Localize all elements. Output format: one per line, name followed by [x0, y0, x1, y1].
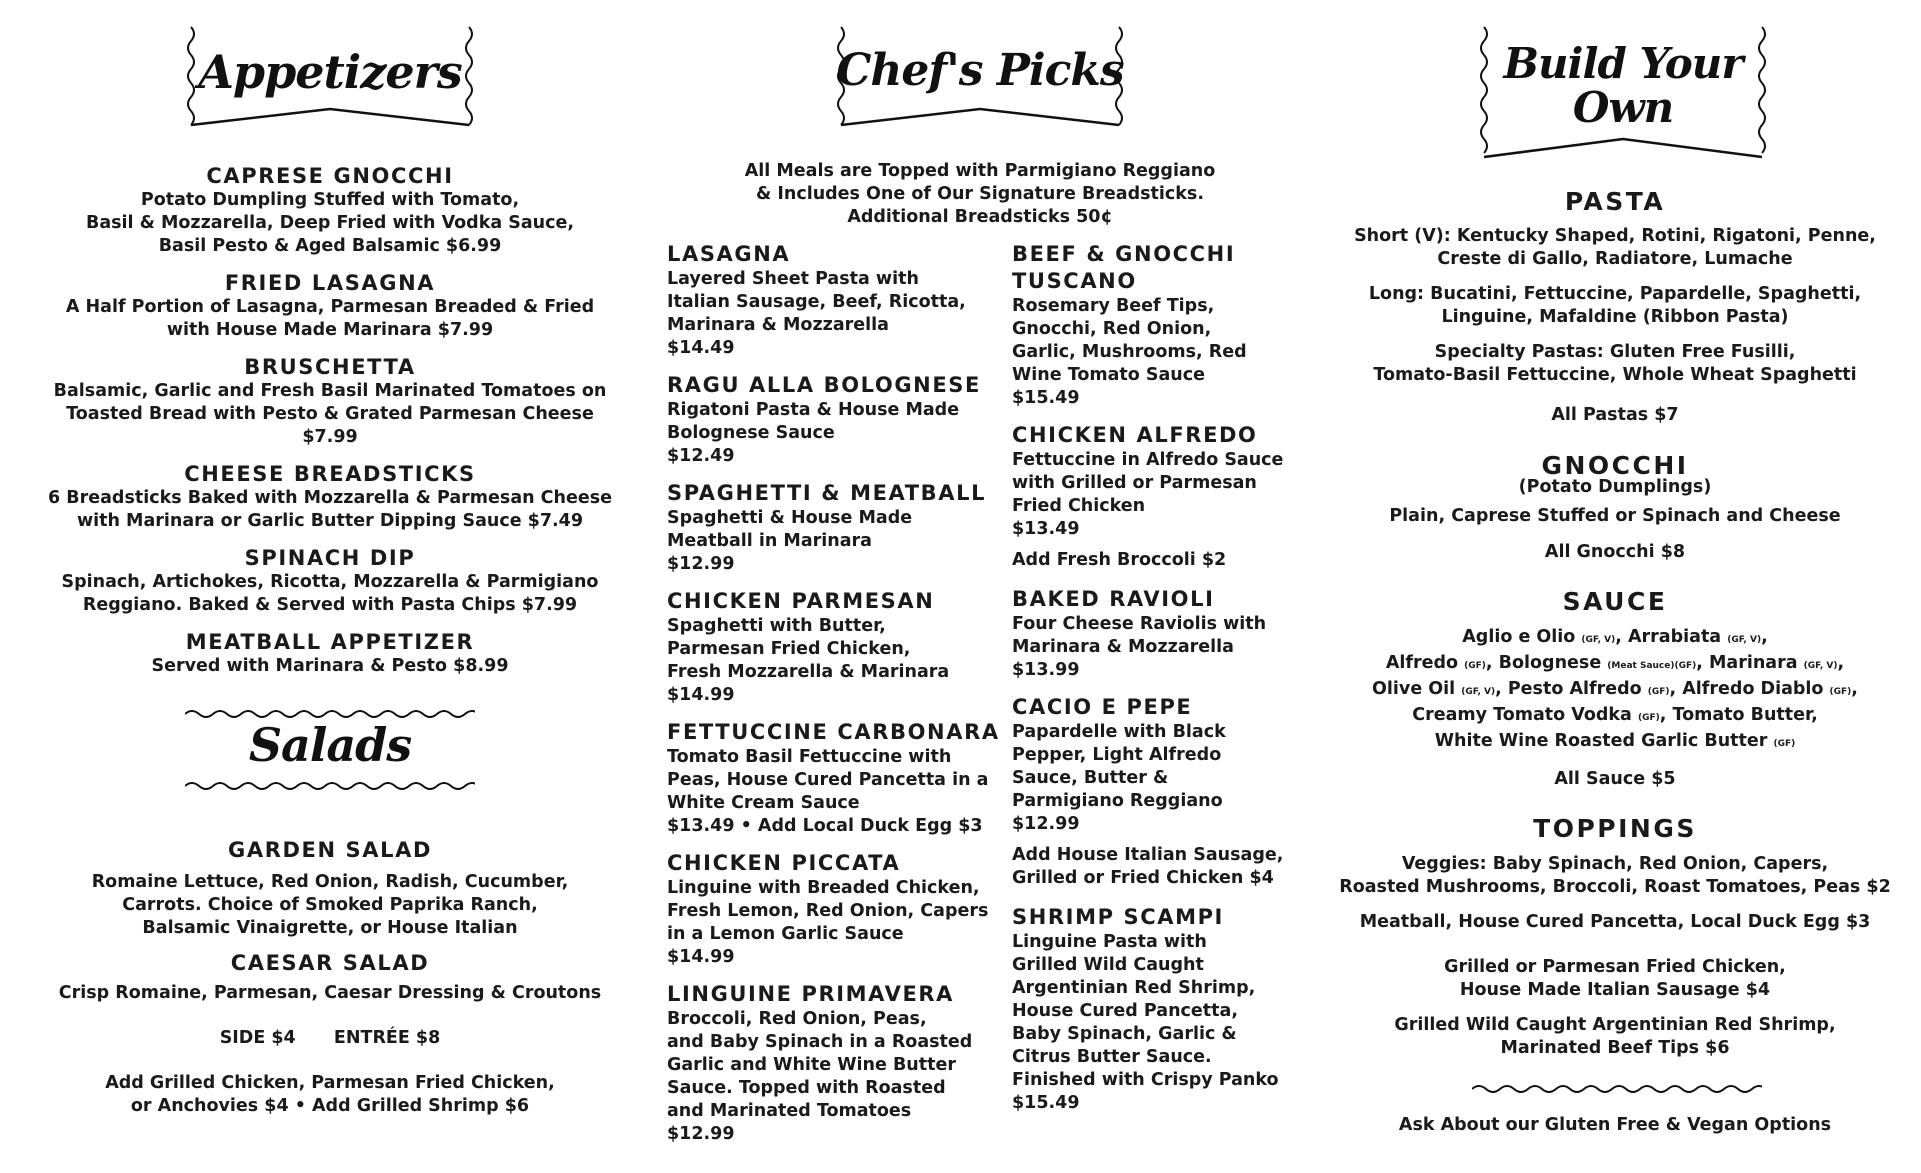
- item-desc-line: Gnocchi, Red Onion,: [1012, 319, 1212, 339]
- item-desc-line: Garlic, Mushrooms, Red: [1012, 342, 1247, 362]
- item-name: CAESAR SALAD: [230, 951, 430, 975]
- gnocchi-options: Plain, Caprese Stuffed or Spinach and Cheese: [1389, 506, 1841, 526]
- item-desc-line: Baby Spinach, Garlic &: [1012, 1024, 1237, 1044]
- entree-price: ENTRÉE $8: [333, 1028, 441, 1048]
- item-desc-line: Fresh Lemon, Red Onion, Capers: [667, 901, 989, 921]
- sauce-list: [1325, 626, 1905, 756]
- item-desc-line: Linguine Pasta with: [1012, 932, 1207, 952]
- sauce-tag: (GF): [1647, 687, 1670, 697]
- toppings-line: House Made Italian Sausage $4: [1459, 980, 1771, 1000]
- item-desc-line: Garlic and White Wine Butter: [667, 1055, 956, 1075]
- pasta-short-line: Short (V): Kentucky Shaped, Rotini, Rigatoni, Penne,: [1354, 226, 1876, 246]
- item-name: BEEF & GNOCCHI: [1012, 242, 1236, 266]
- item-price: $15.49: [1012, 1093, 1080, 1113]
- item-desc-line: Parmigiano Reggiano: [1012, 791, 1223, 811]
- item-desc-line: Papardelle with Black: [1012, 722, 1226, 742]
- salads-list: [40, 837, 620, 1118]
- pasta-specialty: [1325, 341, 1905, 387]
- sauce-line: [1325, 730, 1905, 756]
- item-name: LASAGNA: [667, 242, 791, 266]
- item-desc-line: Tomato Basil Fettuccine with: [667, 747, 952, 767]
- item-name: CHICKEN PARMESAN: [667, 589, 935, 613]
- item-desc-line: Marinara & Mozzarella: [667, 315, 889, 335]
- item-price: $12.49: [667, 446, 735, 466]
- appetizers-banner: [185, 25, 475, 135]
- sauce-text: ,: [1851, 679, 1858, 699]
- pasta-short: [1325, 225, 1905, 271]
- intro-line: All Meals are Topped with Parmigiano Reggiano: [744, 161, 1216, 181]
- item-desc-line: Rosemary Beef Tips,: [1012, 296, 1215, 316]
- item-desc-line: House Cured Pancetta,: [1012, 1001, 1238, 1021]
- menu-item: [667, 588, 1007, 707]
- pasta-title: PASTA: [1564, 187, 1666, 216]
- intro-line: & Includes One of Our Signature Breadsticks.: [756, 184, 1204, 204]
- item-desc-line: Meatball in Marinara: [667, 531, 872, 551]
- toppings-meat: Meatball, House Cured Pancetta, Local Duck Egg $3: [1359, 912, 1871, 932]
- item-desc-line: A Half Portion of Lasagna, Parmesan Breaded & Fried: [65, 297, 595, 317]
- addon-line: or Anchovies $4 • Add Grilled Shrimp $6: [130, 1096, 530, 1116]
- item-desc-line: Balsamic, Garlic and Fresh Basil Marinated Tomatoes on: [53, 381, 607, 401]
- build-your-own-banner: [1478, 25, 1768, 165]
- item-desc-line: Linguine with Breaded Chicken,: [667, 878, 980, 898]
- sauce-line: [1325, 678, 1905, 704]
- sauce-text: , Arrabiata: [1615, 627, 1728, 647]
- item-desc-line: Grilled Wild Caught: [1012, 955, 1204, 975]
- item-desc-line: Carrots. Choice of Smoked Paprika Ranch,: [122, 895, 538, 915]
- wavy-divider-icon: [185, 779, 475, 793]
- item-desc-line: Served with Marinara & Pesto $8.99: [151, 656, 509, 676]
- toppings-veggies: [1325, 853, 1905, 899]
- sauce-tag: (GF, V): [1581, 635, 1616, 645]
- chefs-picks-banner: [835, 25, 1125, 135]
- item-desc-line: Pepper, Light Alfredo: [1012, 745, 1222, 765]
- item-desc-line: Marinara & Mozzarella: [1012, 637, 1234, 657]
- sauce-tag: (GF): [1637, 713, 1660, 723]
- sauce-price: All Sauce $5: [1554, 769, 1676, 789]
- item-desc-line: in a Lemon Garlic Sauce: [667, 924, 904, 944]
- item-name: CHICKEN PICCATA: [667, 851, 901, 875]
- item-desc-line: White Cream Sauce: [667, 793, 860, 813]
- item-desc-line: Basil Pesto & Aged Balsamic $6.99: [158, 236, 502, 256]
- footer-note: Ask About our Gluten Free & Vegan Options: [1398, 1115, 1832, 1135]
- menu-item: [667, 241, 1007, 360]
- pasta-price: All Pastas $7: [1551, 405, 1679, 425]
- item-desc-line: Fettuccine in Alfredo Sauce: [1012, 450, 1284, 470]
- item-desc-line: Toasted Bread with Pesto & Grated Parmesan Cheese $7.99: [66, 404, 594, 447]
- item-desc-line: Spaghetti & House Made: [667, 508, 913, 528]
- item-name: SHRIMP SCAMPI: [1012, 905, 1224, 929]
- toppings-title: TOPPINGS: [1533, 814, 1697, 843]
- sauce-tag: (GF): [1773, 739, 1796, 749]
- addon-note: [1012, 844, 1297, 890]
- item-name: CACIO E PEPE: [1012, 695, 1193, 719]
- gnocchi-price: All Gnocchi $8: [1544, 542, 1686, 562]
- item-desc-line: Potato Dumpling Stuffed with Tomato,: [140, 190, 520, 210]
- menu-item: [40, 461, 620, 533]
- item-desc-line: Peas, House Cured Pancetta in a: [667, 770, 989, 790]
- item-name: BAKED RAVIOLI: [1012, 587, 1215, 611]
- pasta-specialty-line: Tomato-Basil Fettuccine, Whole Wheat Spaghetti: [1373, 365, 1857, 385]
- item-desc-line: Fresh Mozzarella & Marinara: [667, 662, 950, 682]
- sauce-text: , Bolognese: [1485, 653, 1608, 673]
- appetizers-title: Appetizers: [198, 45, 462, 99]
- item-desc-line: with Grilled or Parmesan: [1012, 473, 1257, 493]
- menu-item: [667, 372, 1007, 468]
- build-title-line1: Build Your: [1503, 39, 1743, 88]
- pasta-short-line: Creste di Gallo, Radiatore, Lumache: [1437, 249, 1793, 269]
- item-price: $13.49 • Add Local Duck Egg $3: [667, 816, 983, 836]
- item-desc-line: Finished with Crispy Panko: [1012, 1070, 1279, 1090]
- toppings-line: Grilled or Parmesan Fried Chicken,: [1444, 957, 1786, 977]
- item-desc-line: with House Made Marinara $7.99: [166, 320, 494, 340]
- item-price: $14.49: [667, 338, 735, 358]
- item-price: $14.99: [667, 947, 735, 967]
- salads-title: Salads: [248, 718, 412, 772]
- item-desc-line: Sauce. Topped with Roasted: [667, 1078, 946, 1098]
- wavy-divider-icon: [1472, 1082, 1762, 1096]
- sauce-tag: (GF, V): [1461, 687, 1496, 697]
- menu-item: [1012, 422, 1297, 541]
- menu-item: [667, 850, 1007, 969]
- menu-item: [1012, 694, 1297, 836]
- gnocchi-title: GNOCCHI: [1541, 451, 1689, 480]
- toppings-line: Grilled Wild Caught Argentinian Red Shrimp,: [1394, 1015, 1836, 1035]
- item-desc-line: Romaine Lettuce, Red Onion, Radish, Cucumber,: [91, 872, 569, 892]
- item-desc-line: Argentinian Red Shrimp,: [1012, 978, 1256, 998]
- sauce-line: [1325, 652, 1905, 678]
- sauce-text: White Wine Roasted Garlic Butter: [1434, 731, 1774, 751]
- item-desc-line: Fried Chicken: [1012, 496, 1146, 516]
- item-desc-line: and Baby Spinach in a Roasted: [667, 1032, 973, 1052]
- menu-item: [1012, 586, 1297, 682]
- menu-item: [667, 480, 1007, 576]
- sauce-text: ,: [1761, 627, 1768, 647]
- item-desc-line: and Marinated Tomatoes: [667, 1101, 912, 1121]
- toppings-line: Roasted Mushrooms, Broccoli, Roast Tomatoes, Peas $2: [1339, 877, 1891, 897]
- item-desc-line: Basil & Mozzarella, Deep Fried with Vodka Sauce,: [85, 213, 575, 233]
- item-desc-line: Citrus Butter Sauce.: [1012, 1047, 1212, 1067]
- item-desc-line: Spaghetti with Butter,: [667, 616, 886, 636]
- item-price: $13.99: [1012, 660, 1080, 680]
- chefs-left-list: [667, 241, 1007, 1158]
- appetizers-list: [40, 163, 620, 690]
- item-desc-line: Crisp Romaine, Parmesan, Caesar Dressing & Croutons: [58, 983, 602, 1003]
- menu-item: [40, 545, 620, 617]
- item-price: $15.49: [1012, 388, 1080, 408]
- item-name: CHICKEN ALFREDO: [1012, 423, 1258, 447]
- pasta-long-line: Linguine, Mafaldine (Ribbon Pasta): [1441, 307, 1789, 327]
- item-name: BRUSCHETTA: [244, 355, 416, 379]
- item-name: CHEESE BREADSTICKS: [184, 462, 476, 486]
- item-desc-line: Spinach, Artichokes, Ricotta, Mozzarella & Parmigiano: [61, 572, 599, 592]
- item-desc-line: with Marinara or Garlic Butter Dipping Sauce $7.49: [76, 511, 584, 531]
- item-price: $14.99: [667, 685, 735, 705]
- sauce-tag: (GF): [1829, 687, 1852, 697]
- salad-sizes: [40, 1027, 620, 1050]
- item-name: MEATBALL APPETIZER: [185, 630, 475, 654]
- menu-item: [40, 950, 620, 1005]
- sauce-text: ,: [1837, 653, 1845, 673]
- salad-addons: [40, 1072, 620, 1118]
- addon-line: Add Grilled Chicken, Parmesan Fried Chicken,: [105, 1073, 555, 1093]
- sauce-tag: (Meat Sauce)(GF): [1607, 661, 1697, 671]
- item-desc-line: Layered Sheet Pasta with: [667, 269, 919, 289]
- sauce-text: , Alfredo Diablo: [1669, 679, 1830, 699]
- addon-note-line: Add House Italian Sausage,: [1012, 845, 1284, 865]
- item-name: RAGU ALLA BOLOGNESE: [667, 373, 981, 397]
- sauce-text: Olive Oil: [1372, 679, 1462, 699]
- sauce-text: Aglio e Olio: [1462, 627, 1582, 647]
- item-name: FETTUCCINE CARBONARA: [667, 720, 1000, 744]
- item-name: CAPRESE GNOCCHI: [206, 164, 454, 188]
- menu-item: [40, 270, 620, 342]
- toppings-line: Veggies: Baby Spinach, Red Onion, Capers,: [1401, 854, 1829, 874]
- menu-item: [1012, 241, 1297, 410]
- sauce-text: , Marinara: [1696, 653, 1804, 673]
- item-desc-line: Bolognese Sauce: [667, 423, 835, 443]
- item-desc-line: Reggiano. Baked & Served with Pasta Chips $7.99: [82, 595, 578, 615]
- item-desc-line: Broccoli, Red Onion, Peas,: [667, 1009, 927, 1029]
- sauce-line: [1325, 704, 1905, 730]
- item-desc-line: 6 Breadsticks Baked with Mozzarella & Parmesan Cheese: [48, 488, 612, 508]
- intro-line: Additional Breadsticks 50¢: [847, 207, 1113, 227]
- sauce-text: Creamy Tomato Vodka: [1412, 705, 1638, 725]
- sauce-text: , Tomato Butter,: [1659, 705, 1818, 725]
- sauce-tag: (GF): [1464, 661, 1486, 671]
- item-price: $12.99: [1012, 814, 1080, 834]
- sauce-line: [1325, 626, 1905, 652]
- build-title-line2: Own: [1572, 83, 1674, 132]
- item-price: $12.99: [667, 1124, 735, 1144]
- toppings-line: Marinated Beef Tips $6: [1500, 1038, 1730, 1058]
- menu-item: [40, 163, 620, 258]
- build-your-own-list: [1325, 187, 1905, 1060]
- item-desc-line: Four Cheese Raviolis with: [1012, 614, 1267, 634]
- sauce-text: Alfredo: [1385, 653, 1465, 673]
- pasta-long-line: Long: Bucatini, Fettuccine, Papardelle, Spaghetti,: [1368, 284, 1862, 304]
- gnocchi-subtitle: (Potato Dumplings): [1518, 477, 1712, 497]
- item-name: GARDEN SALAD: [228, 838, 432, 862]
- item-desc-line: Sauce, Butter &: [1012, 768, 1169, 788]
- toppings-shrimp: [1325, 1014, 1905, 1060]
- sauce-tag: (GF, V): [1727, 635, 1762, 645]
- sauce-text: , Pesto Alfredo: [1495, 679, 1648, 699]
- chefs-right-list: [1012, 241, 1297, 1127]
- sauce-title: SAUCE: [1562, 587, 1668, 616]
- item-name: SPAGHETTI & MEATBALL: [667, 481, 987, 505]
- item-desc-line: Wine Tomato Sauce: [1012, 365, 1205, 385]
- item-name: SPINACH DIP: [244, 546, 416, 570]
- pasta-long: [1325, 283, 1905, 329]
- salads-banner: [185, 718, 475, 778]
- menu-item: [667, 719, 1007, 838]
- menu-item: [40, 354, 620, 449]
- addon-note-line: Grilled or Fried Chicken $4: [1012, 868, 1274, 888]
- menu-item: [1012, 904, 1297, 1115]
- item-desc-line: Parmesan Fried Chicken,: [667, 639, 911, 659]
- item-desc-line: Rigatoni Pasta & House Made: [667, 400, 960, 420]
- pasta-specialty-line: Specialty Pastas: Gluten Free Fusilli,: [1434, 342, 1796, 362]
- item-desc-line: Balsamic Vinaigrette, or House Italian: [142, 918, 518, 938]
- sauce-tag: (GF, V): [1803, 661, 1838, 671]
- toppings-chicken: [1325, 956, 1905, 1002]
- item-name: FRIED LASAGNA: [224, 271, 436, 295]
- menu-item: [667, 981, 1007, 1146]
- item-name: LINGUINE PRIMAVERA: [667, 982, 955, 1006]
- chefs-intro: [660, 160, 1300, 229]
- item-name: TUSCANO: [1012, 269, 1137, 293]
- item-price: $13.49: [1012, 519, 1080, 539]
- addon-note: Add Fresh Broccoli $2: [1012, 550, 1227, 570]
- side-price: SIDE $4: [219, 1028, 296, 1048]
- menu-item: [40, 837, 620, 940]
- item-price: $12.99: [667, 554, 735, 574]
- item-desc-line: Italian Sausage, Beef, Ricotta,: [667, 292, 966, 312]
- chefs-picks-title: Chef's Picks: [836, 45, 1124, 96]
- menu-item: [40, 629, 620, 678]
